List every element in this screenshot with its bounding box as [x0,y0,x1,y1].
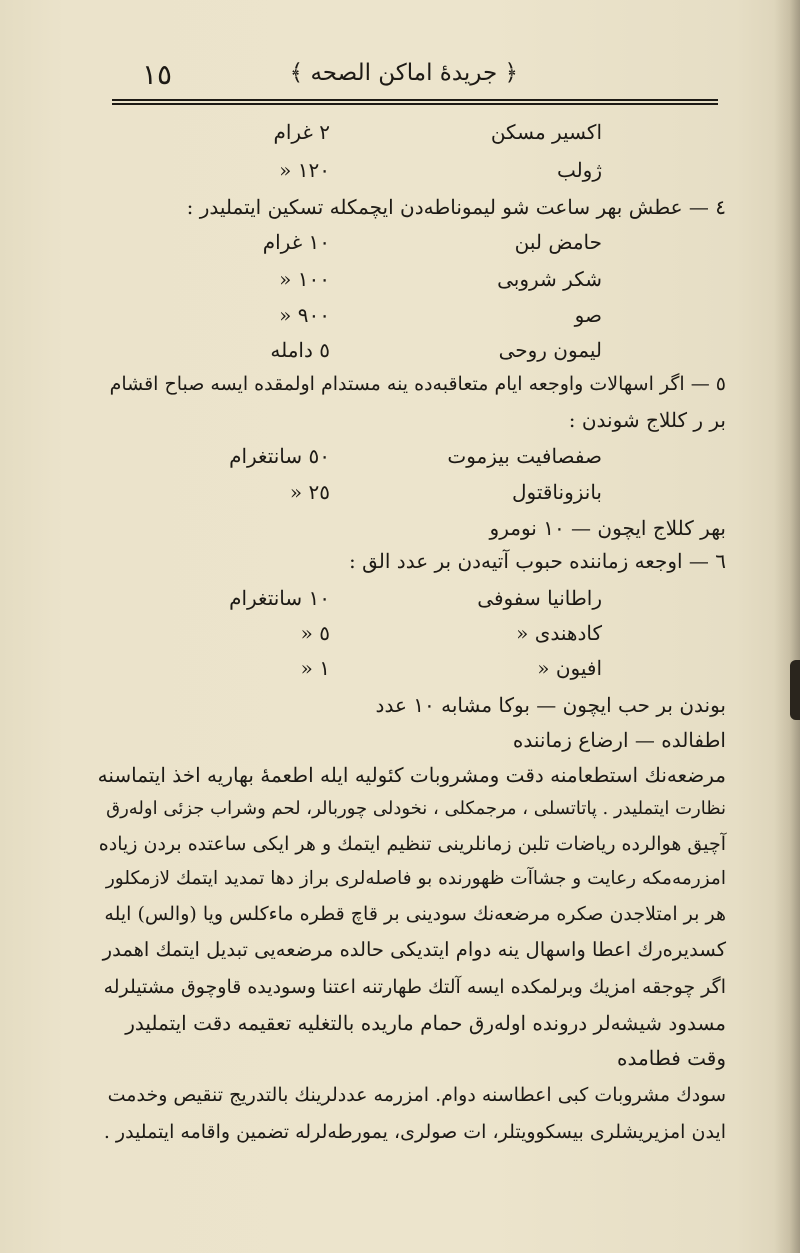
item-6-text: ٦ — اوجعه زماننده حبوب آتیه‌دن بر عدد الق : [349,549,726,573]
paragraph-line: اگر چوجقه امزیك وبرلمکده ایسه آلتك طهارتنه اعتنا وسودیده قاوچوق مشتیلرله [103,976,726,998]
ingredient-qty: ١٢٠ « [279,158,330,182]
page-edge-shadow [774,0,800,1253]
ingredient-name: بانزوناقتول [511,480,602,504]
ingredient-qty: ١ « [300,656,330,680]
ingredient-qty: ٥ دامله [270,338,330,362]
item-5-dose: بهر کللاج ایچون — ١٠ نومرو [489,516,726,540]
ingredient-name: صو [574,303,602,327]
page-number: ١٥ [142,58,173,91]
ingredient-qty: ١٠ سانتغرام [229,586,330,610]
ingredient-name: اکسیر مسکن [490,120,602,144]
page-edge-mark [790,660,800,720]
ingredient-name: صفصافیت بیزموت [447,444,602,468]
ingredient-name: راطانیا سفوفی [477,586,602,610]
header-rule-bottom [112,103,718,105]
ingredient-qty: ٢٥ « [289,480,330,504]
paragraph-line: نظارت ایتملیدر . پاتاتسلی ، مرجمکلی ، نخودلی چوربالر، لحم وشراب جزئی اوله‌رق [106,798,726,819]
paragraph-line: وقت فطامده [617,1046,726,1070]
ingredient-qty: ٩٠٠ « [279,303,330,327]
ingredient-name: ژولب [556,158,602,182]
ingredient-qty: ٥٠ سانتغرام [229,444,330,468]
header-rule-top [112,99,718,101]
ingredient-qty: ١٠ غرام [262,230,330,254]
paragraph-line: آچیق هوالرده ریاضات تلبن زمانلرینی تنظیم ایتمك و هر ایکی ساعتده بردن زیاده [98,833,726,855]
ingredient-name: افیون « [537,656,602,680]
item-4-text: ٤ — عطش بهر ساعت شو لیموناطه‌دن ایچمکله تسکین ایتملیدر : [186,195,726,219]
paragraph-line: مرضعه‌نك استطعامنه دقت ومشروبات کئولیه ایله اطعمهٔ بهاریه اخذ ایتماسنه [97,763,726,787]
ingredient-name: کادهندی « [516,621,602,645]
ingredient-name: لیمون روحی [498,338,602,362]
paragraph-line: سودك مشروبات کبی اعطاسنه دوام. امزرمه عددلرینك بالتدریج تنقیص وخدمت [107,1084,726,1106]
ingredient-name: شکر شروبی [497,267,602,291]
ingredient-qty: ٢ غرام [273,120,330,144]
item-5-text-cont: بر ر کللاج شوندن : [568,408,726,432]
paragraph-line: مسدود شیشه‌لر درونده اوله‌رق حمام ماریده بالتغلیه تعقیمه دقت ایتملیدر [125,1011,726,1035]
paragraph-line: کسدیره‌رك اعطا واسهال ینه دوام ایتدیکی حالده مرضعه‌یی تبدیل ایتمك اهمدر [102,938,726,961]
item-5-text: ٥ — اگر اسهالات واوجعه ایام متعاقبه‌ده ینه مستدام اولمقده ایسه صباح اقشام [109,373,726,395]
paragraph-line: هر بر امتلاجدن صکره مرضعه‌نك سودینی بر قاچ قطره ماءکلس ویا (والس) ایله [104,903,726,925]
ingredient-qty: ١٠٠ « [279,267,330,291]
running-header [112,58,718,98]
paragraph-line: ایدن امزیریشلری بیسکوویتلر، ات صولری، یمورطه‌لرله تضمین واقامه ایتملیدر . [103,1121,726,1143]
paragraph-line: امزرمه‌مکه رعایت و جشاآت ظهورنده بو فاصله‌لری براز دها تمدید ایتمك لازمکلور [105,868,726,889]
journal-title: ﴿ جریدهٔ اماکن الصحه ﴾ [289,60,518,86]
section-heading: اطفالده — ارضاع زماننده [512,728,726,752]
ingredient-name: حامض لبن [514,230,602,254]
item-6-dose: بوندن بر حب ایچون — بوکا مشابه ١٠ عدد [375,693,726,717]
ingredient-qty: ٥ « [300,621,330,645]
